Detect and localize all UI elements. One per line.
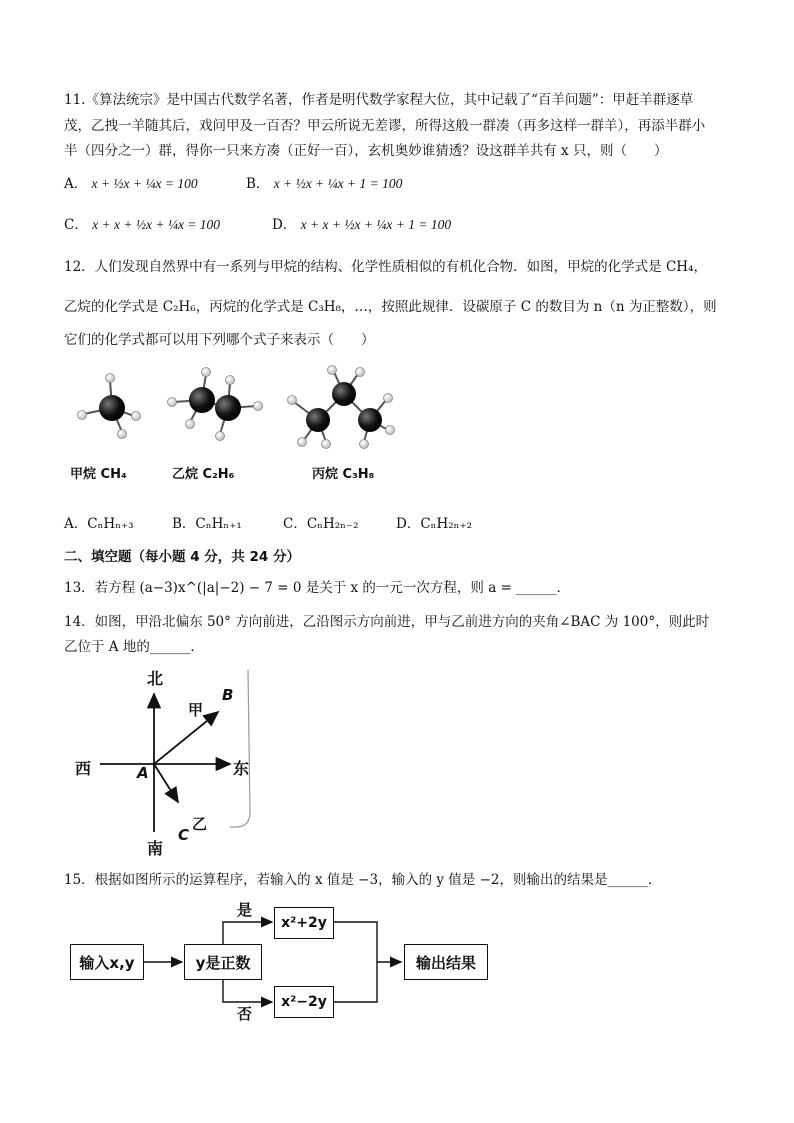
q14-line1: 14．如图，甲沿北偏东 50° 方向前进，乙沿图示方向前进，甲与乙前进方向的夹角∠BAC 为 100°，则此时 — [64, 614, 710, 630]
q12-line3: 它们的化学式都可以用下列哪个式子来表示（ ） — [64, 332, 375, 348]
label-point-a: A — [137, 764, 149, 782]
flow-formula-positive: x²+2y — [274, 907, 334, 939]
flow-condition-box: y是正数 — [184, 944, 262, 980]
q11-line3: 半（四分之一）群，得你一只来方凑（正好一百），玄机奥妙谁猜透？设这群羊共有 x 只，则（ ） — [64, 143, 668, 159]
label-yi: 乙 — [192, 815, 208, 833]
ethane-model — [168, 368, 263, 441]
q11-option-a — [64, 172, 198, 192]
q11-option-c-expr: x + x + ½x + ¼x = 100 — [92, 217, 221, 232]
label-west: 西 — [75, 759, 92, 778]
q11-option-c-label: C． — [64, 217, 88, 233]
flow-output-box: 输出结果 — [404, 944, 488, 980]
methane-model — [78, 374, 141, 439]
propane-label: 丙烷 C₃H₈ — [312, 467, 375, 482]
molecule-figure — [60, 360, 400, 455]
q11-option-d — [272, 213, 451, 233]
label-south: 南 — [147, 839, 164, 858]
q11-line2: 茂，乙拽一羊随其后，戏问甲及一百否？甲云所说无差谬，所得这般一群凑（再多这样一群羊），再添半群小 — [64, 118, 706, 134]
q11-line1: 11.《算法统宗》是中国古代数学名著，作者是明代数学家程大位，其中记载了“百羊问题”：甲赶羊群逐草 — [64, 92, 694, 108]
q11-option-b-label: B． — [246, 176, 270, 192]
flow-input-box: 输入x,y — [70, 944, 144, 980]
label-jia: 甲 — [188, 701, 204, 719]
flow-formula-negative: x²−2y — [274, 986, 334, 1018]
q12-option-c: C．CₙH₂ₙ₋₂ — [283, 516, 359, 532]
q11-option-a-label: A． — [64, 176, 88, 192]
q14-line2: 乙位于 A 地的______． — [64, 639, 204, 655]
q11-option-b — [246, 172, 402, 192]
label-north: 北 — [147, 669, 164, 688]
ray-ab — [154, 712, 218, 764]
label-point-b: B — [222, 686, 234, 704]
q12-option-d: D．CₙH₂ₙ₊₂ — [396, 516, 473, 532]
q12-line2: 乙烷的化学式是 C₂H₆，丙烷的化学式是 C₃H₈，…，按照此规律．设碳原子 C 的数目为 n（n 为正整数），则 — [64, 299, 717, 315]
label-point-c: C — [178, 826, 190, 844]
q15-text: 15．根据如图所示的运算程序，若输入的 x 值是 −3，输入的 y 值是 −2，则输出的结果是______． — [64, 872, 662, 888]
flow-yes-label: 是 — [237, 901, 253, 919]
flow-no-label: 否 — [237, 1005, 253, 1023]
q12-line1: 12．人们发现自然界中有一系列与甲烷的结构、化学性质相似的有机化合物．如图，甲烷的化学式是 CH₄， — [64, 259, 707, 275]
q11-option-b-expr: x + ½x + ¼x + 1 = 100 — [273, 176, 403, 191]
propane-model — [288, 366, 395, 449]
ethane-label: 乙烷 C₂H₆ — [172, 467, 235, 482]
label-east: 东 — [233, 759, 250, 778]
q12-option-a: A．CₙHₙ₊₃ — [64, 516, 134, 532]
methane-label: 甲烷 CH₄ — [70, 467, 127, 482]
q11-option-d-label: D． — [272, 217, 297, 233]
section-2-heading: 二、填空题（每小题 4 分，共 24 分） — [64, 549, 300, 565]
q11-option-d-expr: x + x + ½x + ¼x + 1 = 100 — [300, 217, 452, 232]
ray-ac — [154, 764, 178, 802]
q11-option-a-expr: x + ½x + ¼x = 100 — [91, 176, 198, 191]
q12-option-b: B．CₙHₙ₊₁ — [172, 516, 242, 532]
q11-option-c — [64, 213, 220, 233]
q13-text: 13．若方程 (a−3)x^(|a|−2) − 7 = 0 是关于 x 的一元一次方程，则 a = ______． — [64, 580, 571, 596]
